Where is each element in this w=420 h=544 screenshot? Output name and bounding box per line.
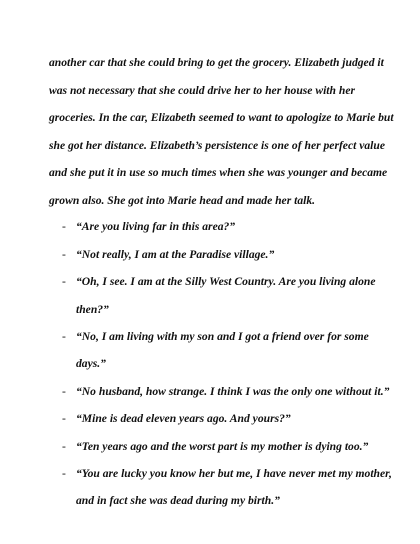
dialogue-line: “Oh, I see. I am at the Silly West Country. Are you living alone — [76, 275, 376, 288]
paragraph-line: was not necessary that she could drive her to her house with her — [49, 84, 355, 97]
paragraph-line: another car that she could bring to get the grocery. Elizabeth judged it — [49, 56, 384, 69]
dialogue-dash: - — [62, 220, 66, 233]
dialogue-line: “No, I am living with my son and I got a friend over for some — [76, 330, 369, 343]
paragraph-line: and she put it in use so much times when she was younger and became — [49, 166, 388, 179]
dialogue-line: “Are you living far in this area?” — [76, 220, 236, 233]
dialogue-dash: - — [62, 385, 66, 398]
dialogue-line: “No husband, how strange. I think I was the only one without it.” — [76, 385, 390, 398]
dialogue-dash: - — [62, 440, 66, 453]
dialogue-dash: - — [62, 467, 66, 480]
dialogue-line: “Mine is dead eleven years ago. And yours?” — [76, 412, 291, 425]
dialogue-dash: - — [62, 412, 66, 425]
paragraph-line: she got her distance. Elizabeth’s persistence is one of her perfect value — [49, 139, 385, 152]
dialogue-dash: - — [62, 248, 66, 261]
paragraph-line: groceries. In the car, Elizabeth seemed to want to apologize to Marie but — [49, 111, 394, 124]
dialogue-line: “You are lucky you know her but me, I have never met my mother, — [76, 467, 392, 480]
dialogue-line: “Not really, I am at the Paradise village.” — [76, 248, 275, 261]
dialogue-line: “Ten years ago and the worst part is my mother is dying too.” — [76, 440, 369, 453]
paragraph-line: grown also. She got into Marie head and made her talk. — [49, 194, 316, 207]
dialogue-line: and in fact she was dead during my birth.” — [76, 494, 280, 507]
dialogue-line: then?” — [76, 303, 109, 316]
dialogue-dash: - — [62, 330, 66, 343]
dialogue-line: days.” — [76, 357, 106, 370]
dialogue-dash: - — [62, 275, 66, 288]
